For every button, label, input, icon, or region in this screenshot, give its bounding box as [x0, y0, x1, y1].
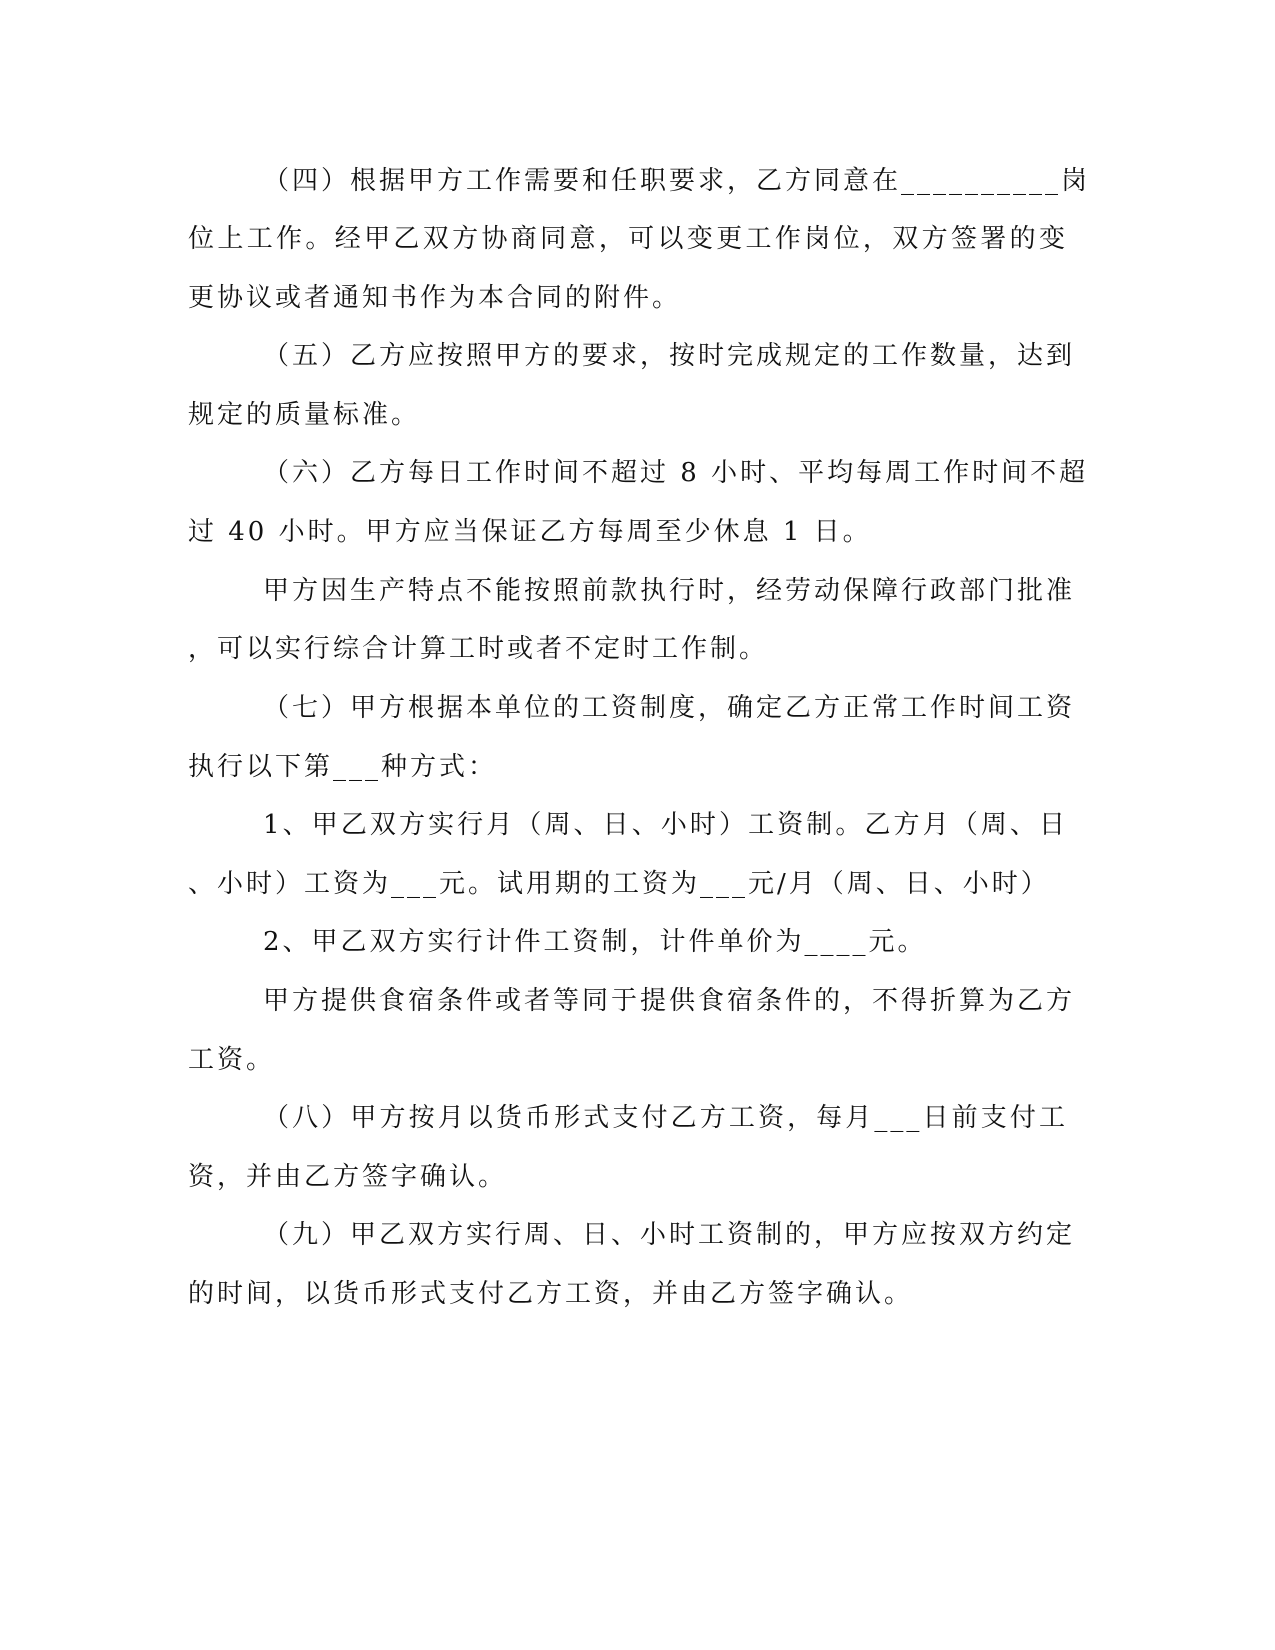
paragraph-8-line-1: （八）甲方按月以货币形式支付乙方工资，每月___日前支付工: [263, 1103, 1068, 1133]
paragraph-8-line-2: 资，并由乙方签字确认。: [188, 1162, 508, 1192]
paragraph-7b-line-2: 工资。: [188, 1045, 276, 1075]
paragraph-7-1-line-2: 、小时）工资为___元。试用期的工资为___元/月（周、日、小时）: [188, 869, 1050, 899]
paragraph-6-line-2: 过 40 小时。甲方应当保证乙方每周至少休息 1 日。: [188, 517, 872, 547]
paragraph-4-line-2: 位上工作。经甲乙双方协商同意，可以变更工作岗位，双方签署的变: [188, 224, 1068, 254]
paragraph-6-line-1: （六）乙方每日工作时间不超过 8 小时、平均每周工作时间不超: [263, 458, 1089, 488]
paragraph-7-2-line-1: 2、甲乙双方实行计件工资制，计件单价为____元。: [263, 927, 927, 957]
paragraph-5-line-1: （五）乙方应按照甲方的要求，按时完成规定的工作数量，达到: [263, 341, 1076, 371]
paragraph-4-line-3: 更协议或者通知书作为本合同的附件。: [188, 283, 682, 313]
paragraph-6b-line-1: 甲方因生产特点不能按照前款执行时，经劳动保障行政部门批准: [263, 576, 1076, 606]
paragraph-5-line-2: 规定的质量标准。: [188, 400, 421, 430]
paragraph-7b-line-1: 甲方提供食宿条件或者等同于提供食宿条件的，不得折算为乙方: [263, 986, 1076, 1016]
paragraph-6b-line-2: ，可以实行综合计算工时或者不定时工作制。: [188, 634, 769, 664]
paragraph-7-line-1: （七）甲方根据本单位的工资制度，确定乙方正常工作时间工资: [263, 693, 1076, 723]
paragraph-4-line-1: （四）根据甲方工作需要和任职要求，乙方同意在__________岗: [263, 166, 1091, 196]
paragraph-9-line-2: 的时间，以货币形式支付乙方工资，并由乙方签字确认。: [188, 1279, 914, 1309]
paragraph-7-1-line-1: 1、甲乙双方实行月（周、日、小时）工资制。乙方月（周、日: [263, 810, 1068, 840]
paragraph-7-line-2: 执行以下第___种方式：: [188, 752, 498, 782]
paragraph-9-line-1: （九）甲乙双方实行周、日、小时工资制的，甲方应按双方约定: [263, 1220, 1076, 1250]
